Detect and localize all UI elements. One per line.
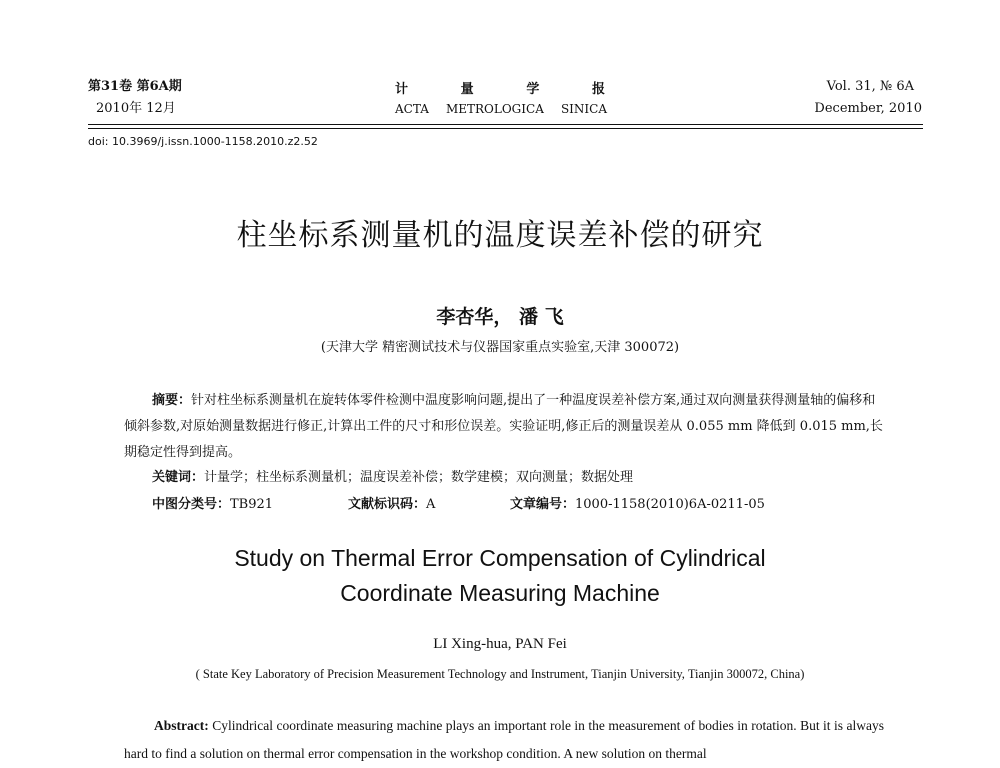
journal-title-en bbox=[395, 102, 607, 116]
journal-word: ACTA bbox=[395, 102, 429, 116]
authors-en: LI Xing-hua, PAN Fei bbox=[433, 636, 567, 652]
doc-label: 文献标识码： bbox=[348, 497, 427, 512]
journal-char: 量 bbox=[460, 82, 474, 97]
abstract-en-text: Cylindrical coordinate measuring machine plays an important role in the measurement of bodies in rotation. But it is always hard to find a solution on thermal error compensation in the workshop condition. A new solution on thermal bbox=[124, 718, 884, 761]
keywords-text: 计量学；柱坐标系测量机；温度误差补偿；数学建模；双向测量；数据处理 bbox=[204, 470, 634, 485]
abstract-cn bbox=[124, 388, 884, 466]
doi: doi: 10.3969/j.issn.1000-1158.2010.z2.52 bbox=[88, 135, 318, 148]
abstract-en-label: Abstract bbox=[154, 718, 205, 733]
volume-en: Vol. 31, № 6A bbox=[826, 79, 914, 94]
volume-cn: 第31卷 第6A期 bbox=[88, 79, 182, 94]
affiliation-cn: (天津大学 精密测试技术与仪器国家重点实验室,天津 300072) bbox=[320, 340, 680, 355]
affiliation-en: ( State Key Laboratory of Precision Measurement Technology and Instrument, Tianjin University, Tianjin 300072, China) bbox=[195, 667, 805, 681]
abstract-cn-label: 摘要： bbox=[152, 393, 192, 408]
journal-char: 学 bbox=[526, 82, 540, 97]
journal-title-cn bbox=[395, 78, 605, 97]
header-rule bbox=[88, 124, 923, 125]
authors-cn: 李杏华， 潘 飞 bbox=[436, 306, 564, 328]
article-number bbox=[510, 493, 765, 512]
journal-char: 计 bbox=[395, 82, 409, 97]
journal-word: SINICA bbox=[560, 102, 607, 116]
paper-title-cn: 柱坐标系测量机的温度误差补偿的研究 bbox=[236, 218, 764, 253]
header-rule bbox=[88, 128, 923, 129]
date-cn: 2010年 12月 bbox=[96, 101, 176, 116]
document-code bbox=[348, 493, 435, 512]
article-label: 文章编号： bbox=[510, 497, 576, 512]
doc-value: A bbox=[426, 497, 436, 512]
article-value: 1000-1158(2010)6A-0211-05 bbox=[575, 497, 765, 512]
journal-char: 报 bbox=[591, 82, 605, 97]
clc-value: TB921 bbox=[230, 497, 274, 512]
clc-label: 中图分类号： bbox=[152, 497, 231, 512]
keywords-cn bbox=[152, 466, 633, 485]
journal-word: METROLOGICA bbox=[445, 102, 544, 116]
keywords-label: 关键词： bbox=[152, 470, 205, 485]
paper-title-en-line-1: Study on Thermal Error Compensation of Cylindrical bbox=[234, 545, 766, 571]
abstract-cn-text: 针对柱坐标系测量机在旋转体零件检测中温度影响问题,提出了一种温度误差补偿方案,通过双向测量获得测量轴的偏移和倾斜参数,对原始测量数据进行修正,计算出工件的尺寸和形位误差。实验证明,修正后的测量误差从 0.055 mm 降低到 0.015 mm,长期稳定性得到提高。 bbox=[124, 393, 883, 460]
abstract-en: Abstract: Cylindrical coordinate measuring machine plays an important role in the measurement of bodies in rotation. But it is always hard to find a solution on thermal error compensation in the workshop condition. A new solution on thermal bbox=[124, 718, 884, 761]
clc-code bbox=[152, 493, 273, 512]
paper-title-en-line-2: Coordinate Measuring Machine bbox=[340, 580, 660, 606]
date-en: December, 2010 bbox=[814, 101, 922, 116]
